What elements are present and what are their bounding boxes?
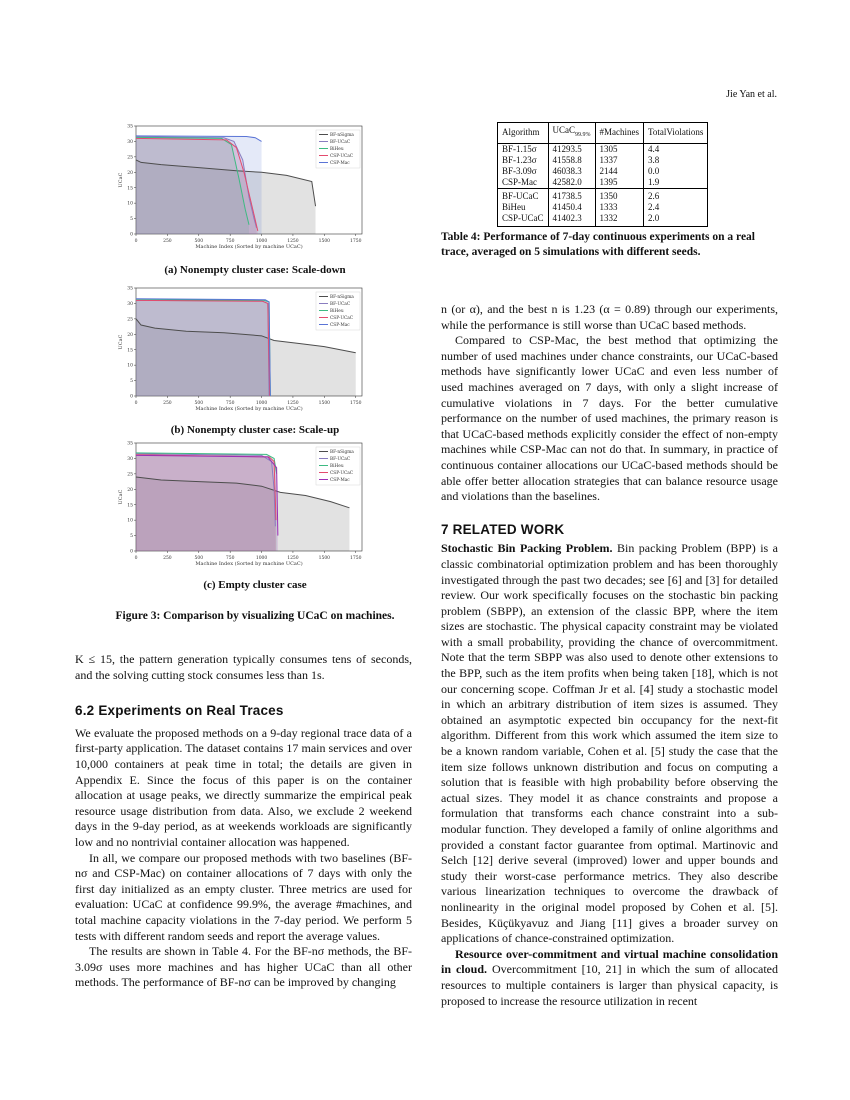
paragraph-lead: Resource over-commitment and virtual machine consolidation in cloud. <box>441 946 778 977</box>
paragraph: K ≤ 15, the pattern generation typically consumes tens of seconds, and the solving cutting stock consumes less than 1s. <box>75 652 412 682</box>
y-tick-label: 35 <box>127 124 133 130</box>
paragraph: Compared to CSP-Mac, the best method that optimizing the number of used machines under chance constraints, our UCaC-based methods have significantly lower UCaC and even less number of used machines averaged on 7 days, with only a slight increase of cumulative violations in 7 days. For the better cumulative performance on the number of used machines, the primary reason is that UCaC-based methods explicitly consider the effect of non-empty machines while CSP-Mac can not do that. In summary, in practice of continuous container allocations our UCaC-based methods should be able offer better allocation strategies that can balance resource usage and violations than the baselines. <box>441 333 778 504</box>
y-tick-label: 30 <box>127 302 133 308</box>
chart-c <box>108 437 370 572</box>
table-cell: 1332 <box>595 213 644 227</box>
x-tick-label: 1500 <box>318 556 331 561</box>
table-header-cell: #Machines <box>595 123 644 144</box>
table-body <box>498 143 708 226</box>
y-tick-label: 15 <box>127 186 133 192</box>
y-tick-label: 0 <box>130 549 133 555</box>
table-header-cell: TotalViolations <box>644 123 708 144</box>
table-cell: 2.6 <box>644 188 708 202</box>
table-row <box>498 202 708 213</box>
legend-label: BF-UCaC <box>330 457 351 462</box>
table-cell: BF-3.09σ <box>498 166 549 177</box>
y-tick-label: 25 <box>127 317 133 323</box>
x-tick-label: 250 <box>163 556 172 561</box>
table-cell: 1305 <box>595 143 644 155</box>
y-tick-label: 35 <box>127 441 133 447</box>
x-tick-label: 1750 <box>349 239 362 244</box>
right-column <box>441 302 778 1009</box>
left-column <box>75 652 412 991</box>
table-cell: CSP-UCaC <box>498 213 549 227</box>
y-tick-label: 20 <box>127 487 133 493</box>
paragraph <box>441 541 778 946</box>
legend-label: CSP-UCaC <box>330 316 354 321</box>
y-tick-label: 15 <box>127 348 133 354</box>
table-cell: 1395 <box>595 177 644 189</box>
subfig-c-caption: (c) Empty cluster case <box>203 579 307 591</box>
x-tick-label: 500 <box>194 239 204 244</box>
series-area-CSP-Mac <box>136 455 278 551</box>
y-tick-label: 5 <box>130 217 133 223</box>
chart-c-svg <box>108 437 370 572</box>
chart-b-svg <box>108 282 370 417</box>
table-cell: BF-UCaC <box>498 188 549 202</box>
running-header: Jie Yan et al. <box>726 89 777 100</box>
figure-caption: Figure 3: Comparison by visualizing UCaC on machines. <box>115 610 395 622</box>
y-tick-label: 10 <box>127 363 133 369</box>
results-table <box>497 122 708 227</box>
x-tick-label: 1750 <box>349 556 362 561</box>
y-tick-label: 30 <box>127 140 133 146</box>
y-tick-label: 25 <box>127 472 133 478</box>
x-tick-label: 0 <box>134 556 138 561</box>
table-cell: 2.0 <box>644 213 708 227</box>
subfig-a-caption: (a) Nonempty cluster case: Scale-down <box>164 264 346 276</box>
subfig-b-caption: (b) Nonempty cluster case: Scale-up <box>170 424 340 436</box>
y-tick-label: 30 <box>127 457 133 463</box>
table-row <box>498 143 708 155</box>
section-heading-7: 7 RELATED WORK <box>441 521 565 537</box>
y-tick-label: 0 <box>130 394 133 400</box>
y-tick-label: 25 <box>127 155 133 161</box>
y-tick-label: 20 <box>127 170 133 176</box>
table-cell: 41738.5 <box>548 188 595 202</box>
table-cell: 1337 <box>595 155 644 166</box>
y-axis-label: UCaC <box>118 489 124 505</box>
paragraph: In all, we compare our proposed methods with two baselines (BF-nσ and CSP-Mac) on container allocations of 7 days with only the first day initialized as an empty cluster. Three metrics are used for evaluation: UCaC at confidence 99.9%, the average #machines, and total machine capacity violations in the 7-day period. We perform 5 tests with different random seeds and report the average values. <box>75 850 412 943</box>
table-cell: 0.0 <box>644 166 708 177</box>
ucac-subscript: 99.9% <box>575 131 591 138</box>
x-tick-label: 500 <box>194 556 204 561</box>
y-axis-label: UCaC <box>118 334 124 350</box>
table-cell: 41402.3 <box>548 213 595 227</box>
legend-label: BF-UCaC <box>330 140 351 145</box>
table-row <box>498 188 708 202</box>
x-tick-label: 750 <box>225 239 235 244</box>
x-tick-label: 1000 <box>255 239 268 244</box>
chart-b <box>108 282 370 417</box>
x-tick-label: 750 <box>225 556 235 561</box>
y-axis-label: UCaC <box>118 172 124 188</box>
y-tick-label: 10 <box>127 201 133 207</box>
x-tick-label: 1250 <box>287 401 299 406</box>
table-cell: BF-1.23σ <box>498 155 549 166</box>
table-cell: 2144 <box>595 166 644 177</box>
table-row <box>498 166 708 177</box>
series-area-CSP-Mac <box>136 136 262 234</box>
y-tick-label: 5 <box>130 379 133 385</box>
y-tick-label: 35 <box>127 286 133 292</box>
paragraph <box>441 947 778 1009</box>
legend-label: BF-nSigma <box>330 450 354 455</box>
legend-label: BF-nSigma <box>330 295 354 300</box>
legend-label: CSP-Mac <box>330 161 350 166</box>
x-tick-label: 1500 <box>318 401 331 406</box>
series-area-CSP-Mac <box>136 299 270 396</box>
section-heading-6-2: 6.2 Experiments on Real Traces <box>75 703 284 719</box>
table-row <box>498 177 708 189</box>
x-tick-label: 750 <box>225 401 235 406</box>
legend-label: BF-UCaC <box>330 302 351 307</box>
x-tick-label: 0 <box>134 239 138 244</box>
paragraph-body: Overcommitment [10, 21] in which the sum of allocated resources to multiple containers is larger than physical capacity, is proposed to increase the resource utilization in recent <box>441 962 779 1008</box>
x-tick-label: 250 <box>163 239 172 244</box>
x-tick-label: 1250 <box>287 239 299 244</box>
table-row <box>498 155 708 166</box>
x-axis-label: Machine Index (Sorted by machine UCaC) <box>195 244 303 250</box>
x-tick-label: 0 <box>134 401 138 406</box>
table-cell: 42582.0 <box>548 177 595 189</box>
table-cell: BF-1.15σ <box>498 143 549 155</box>
y-tick-label: 20 <box>127 332 133 338</box>
paragraph: We evaluate the proposed methods on a 9-day regional trace data of a first-party application. The dataset contains 17 main services and over 10,000 containers at peak time in total; the details are given in Appendix E. Since the focus of this paper is on the container allocation at usage peaks, we directly summarize the empirical peak resource usage distribution from data. Also, we exclude 2 weekend days in the 9-day period, as at weekends workloads are significantly low and no nontrivial container allocation was happened. <box>75 725 412 849</box>
table-cell: 1.9 <box>644 177 708 189</box>
legend-label: BiHeu <box>330 147 344 152</box>
table-header-cell: UCaC$_{99.9\%}$ <box>548 123 595 144</box>
table-cell: 1333 <box>595 202 644 213</box>
legend-label: BiHeu <box>330 309 344 314</box>
y-tick-label: 0 <box>130 232 133 238</box>
x-tick-label: 1500 <box>318 239 331 244</box>
paragraph: The results are shown in Table 4. For the BF-nσ methods, the BF-3.09σ uses more machines and has higher UCaC than all other methods. The performance of BF-nσ can be improved by changing <box>75 944 412 990</box>
legend-label: BiHeu <box>330 464 344 469</box>
x-tick-label: 1250 <box>287 556 299 561</box>
table-cell: 41558.8 <box>548 155 595 166</box>
y-tick-label: 10 <box>127 518 133 524</box>
y-tick-label: 5 <box>130 534 133 540</box>
paragraph-body: Bin packing Problem (BPP) is a classic combinatorial optimization problem and has been thoroughly investigated through the past two decades; see [6] and [3] for detailed review. Our work specifically focuses on the stochastic bin packing problem (SBPP), an extension of the classic BPP, where the item sizes are stochastic. The physical capacity constraint may be violated with a small probability, providing the chance of overcommitment. Note that the term SBPP was also used to denote other extensions to the BPP, such as the item profits when being taken [18], which is not our concerning scope. Coffman Jr et al. [4] study a stochastic model in which an arbitrary distribution of item sizes is assumed. They obtained an asymptotic expected bin occupancy for the next-fit algorithm. Different from this work which assumed the item size to be a known random variable, Cohen et al. [5] study the case that the item size follows unknown distribution and focus on computing a solution that is feasible with high probability before observing the actual sizes. They model it as chance constraints and propose a formulation that transforms each chance constraint into a sub-modular function. They developed a family of online algorithms and provided a constant factor guarantee from optimal. Martinovic and Selch [12] derive several (improved) lower and upper bounds and study their worst-case performance metrics. They also describe various linearization techniques to overcome the drawback of nonlinearity in the original model proposed by Cohen et al. [5]. Besides, Küçükyavuz and Jiang [11] gives a broader survey on applications of chance-constrained optimization. <box>441 541 778 946</box>
chart-a <box>108 120 370 255</box>
legend-label: CSP-Mac <box>330 323 350 328</box>
table-cell: 41450.4 <box>548 202 595 213</box>
x-tick-label: 1000 <box>255 401 268 406</box>
table-caption: Table 4: Performance of 7-day continuous experiments on a real trace, averaged on 5 simulations with different seeds. <box>441 231 755 258</box>
table-cell: 46038.3 <box>548 166 595 177</box>
x-tick-label: 1750 <box>349 401 362 406</box>
legend-label: BF-nSigma <box>330 133 354 138</box>
table-row <box>498 213 708 227</box>
x-axis-label: Machine Index (Sorted by machine UCaC) <box>195 406 303 412</box>
table-cell: 4.4 <box>644 143 708 155</box>
table-cell: CSP-Mac <box>498 177 549 189</box>
paragraph-lead: Stochastic Bin Packing Problem. <box>441 541 613 556</box>
x-tick-label: 1000 <box>255 556 268 561</box>
x-tick-label: 250 <box>163 401 172 406</box>
table-cell: 41293.5 <box>548 143 595 155</box>
x-axis-label: Machine Index (Sorted by machine UCaC) <box>195 561 303 567</box>
legend-label: CSP-UCaC <box>330 154 354 159</box>
table-header-cell: Algorithm <box>498 123 549 144</box>
x-tick-label: 500 <box>194 401 204 406</box>
paragraph: n (or α), and the best n is 1.23 (α = 0.89) through our experiments, while the performance is still worse than UCaC based methods. <box>441 302 778 332</box>
y-tick-label: 15 <box>127 503 133 509</box>
table-cell: 1350 <box>595 188 644 202</box>
legend-label: CSP-Mac <box>330 478 350 483</box>
legend-label: CSP-UCaC <box>330 471 354 476</box>
table-cell: 3.8 <box>644 155 708 166</box>
table-cell: BiHeu <box>498 202 549 213</box>
chart-a-svg <box>108 120 370 255</box>
table-cell: 2.4 <box>644 202 708 213</box>
